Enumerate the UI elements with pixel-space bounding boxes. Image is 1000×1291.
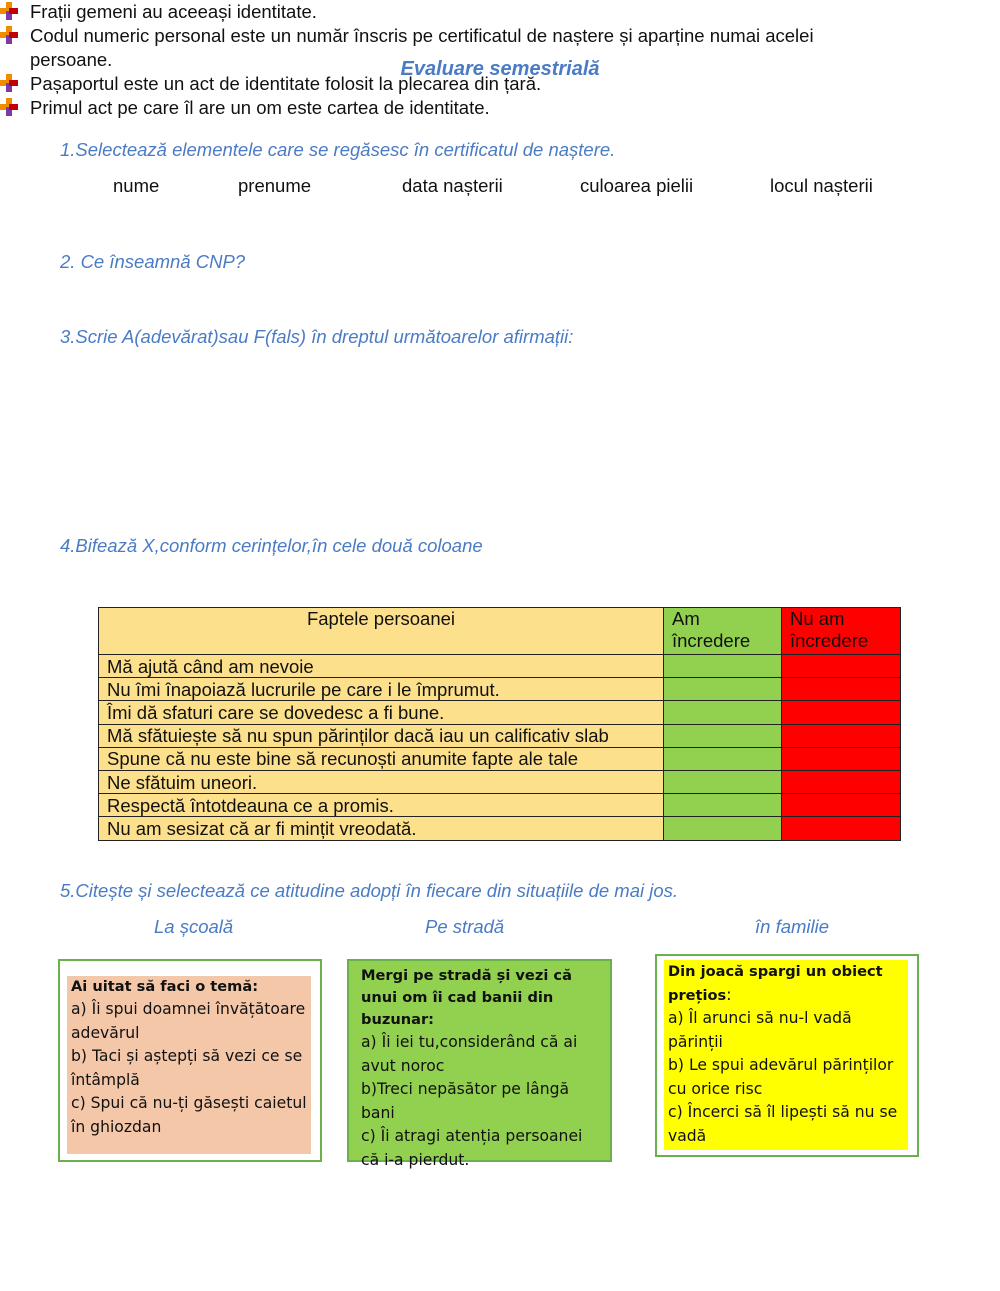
- fact-cell: Ne sfătuim uneori.: [99, 770, 664, 793]
- statement-text: Frații gemeni au aceeași identitate.: [30, 1, 317, 22]
- question-1: 1.Selectează elementele care se regăsesc în certificatul de naștere.: [60, 139, 616, 160]
- statement-text: Pașaportul este un act de identitate folosit la plecarea din țară.: [30, 73, 542, 94]
- trust-cell[interactable]: [664, 747, 782, 770]
- table-row: [99, 701, 901, 724]
- distrust-cell[interactable]: [782, 770, 901, 793]
- question-2: 2. Ce înseamnă CNP?: [60, 251, 246, 272]
- option-prenume[interactable]: prenume: [238, 175, 312, 196]
- table-row: [99, 794, 901, 817]
- school-option-b[interactable]: b) Taci și aștepți să vezi ce se întâmplă: [71, 1047, 303, 1089]
- table-row: [99, 724, 901, 747]
- trust-cell[interactable]: [664, 724, 782, 747]
- fact-cell: Mă sfătuiește să nu spun părinților dacă iau un calificativ slab: [99, 724, 664, 747]
- distrust-cell[interactable]: [782, 747, 901, 770]
- card-family-content: [664, 960, 908, 1150]
- statement-text: Codul numeric personal este un număr înscris pe certificatul de naștere și aparține numai acelei persoane.: [30, 25, 814, 70]
- table-row: [99, 678, 901, 701]
- trust-cell[interactable]: [664, 794, 782, 817]
- table-row: [99, 770, 901, 793]
- fact-cell: Îmi dă sfaturi care se dovedesc a fi bune.: [99, 701, 664, 724]
- arrow-bullet-icon: [0, 2, 18, 20]
- family-option-b[interactable]: b) Le spui adevărul părinților cu orice risc: [668, 1056, 894, 1098]
- heading-street: Pe stradă: [425, 916, 505, 937]
- heading-school: La școală: [154, 916, 234, 937]
- street-option-c[interactable]: c) Îi atragi atenția persoanei că i-a pierdut.: [361, 1127, 583, 1169]
- statement-list: [0, 0, 830, 120]
- fact-cell: Nu îmi înapoiază lucrurile pe care i le împrumut.: [99, 678, 664, 701]
- header-facts: Faptele persoanei: [99, 608, 664, 655]
- header-trust: Am încredere: [664, 608, 782, 655]
- question-5: 5.Citește și selectează ce atitudine adopți în fiecare din situațiile de mai jos.: [60, 880, 679, 901]
- distrust-cell[interactable]: [782, 794, 901, 817]
- school-option-c[interactable]: c) Spui că nu-ți găsești caietul în ghiozdan: [71, 1094, 307, 1136]
- arrow-bullet-icon: [0, 74, 18, 92]
- school-option-a[interactable]: a) Îi spui doamnei învățătoare adevărul: [71, 1000, 306, 1042]
- distrust-cell[interactable]: [782, 678, 901, 701]
- question-3: 3.Scrie A(adevărat)sau F(fals) în dreptul următoarelor afirmații:: [60, 326, 574, 347]
- distrust-cell[interactable]: [782, 655, 901, 678]
- distrust-cell[interactable]: [782, 817, 901, 840]
- family-lead-colon: :: [726, 985, 732, 1004]
- distrust-cell[interactable]: [782, 701, 901, 724]
- family-option-c[interactable]: c) Încerci să îl lipești să nu se vadă: [668, 1103, 898, 1145]
- arrow-bullet-icon: [0, 26, 18, 44]
- statement-item[interactable]: [0, 0, 830, 24]
- trust-cell[interactable]: [664, 655, 782, 678]
- arrow-bullet-icon: [0, 98, 18, 116]
- card-street-content: [361, 965, 601, 1172]
- fact-cell: Respectă întotdeauna ce a promis.: [99, 794, 664, 817]
- street-option-b[interactable]: b)Treci nepăsător pe lângă bani: [361, 1080, 570, 1122]
- option-data-nasterii[interactable]: data nașterii: [402, 175, 503, 196]
- street-option-a[interactable]: a) Îi iei tu,considerând că ai avut noroc: [361, 1033, 578, 1075]
- statement-item[interactable]: [0, 24, 830, 72]
- trust-cell[interactable]: [664, 817, 782, 840]
- statement-text: Primul act pe care îl are un om este cartea de identitate.: [30, 97, 490, 118]
- fact-cell: Spune că nu este bine să recunoști anumite fapte ale tale: [99, 747, 664, 770]
- header-distrust: Nu am încredere: [782, 608, 901, 655]
- option-locul-nasterii[interactable]: locul nașterii: [770, 175, 873, 196]
- family-lead: Din joacă spargi un obiect prețios: [668, 963, 883, 1004]
- table-row: [99, 655, 901, 678]
- table-row: [99, 817, 901, 840]
- table-header-row: [99, 608, 901, 655]
- page-title: Evaluare semestrială: [400, 58, 600, 80]
- family-option-a[interactable]: a) Îl arunci să nu-l vadă părinții: [668, 1009, 852, 1051]
- trust-cell[interactable]: [664, 770, 782, 793]
- statement-item[interactable]: [0, 72, 830, 96]
- statement-item[interactable]: [0, 96, 830, 120]
- fact-cell: Nu am sesizat că ar fi mințit vreodată.: [99, 817, 664, 840]
- option-nume[interactable]: nume: [113, 175, 160, 196]
- distrust-cell[interactable]: [782, 724, 901, 747]
- question-4: 4.Bifează X,conform cerințelor,în cele două coloane: [60, 535, 483, 556]
- street-lead: Mergi pe stradă și vezi că unui om îi cad banii din buzunar:: [361, 967, 572, 1028]
- family-lead-line: [668, 960, 904, 1007]
- card-school-content: [67, 976, 311, 1154]
- option-culoarea-pielii[interactable]: culoarea pielii: [580, 175, 694, 196]
- trust-cell[interactable]: [664, 678, 782, 701]
- trust-table: [98, 607, 901, 841]
- trust-cell[interactable]: [664, 701, 782, 724]
- school-lead: Ai uitat să faci o temă:: [71, 978, 259, 995]
- table-row: [99, 747, 901, 770]
- heading-family: în familie: [755, 916, 830, 937]
- fact-cell: Mă ajută când am nevoie: [99, 655, 664, 678]
